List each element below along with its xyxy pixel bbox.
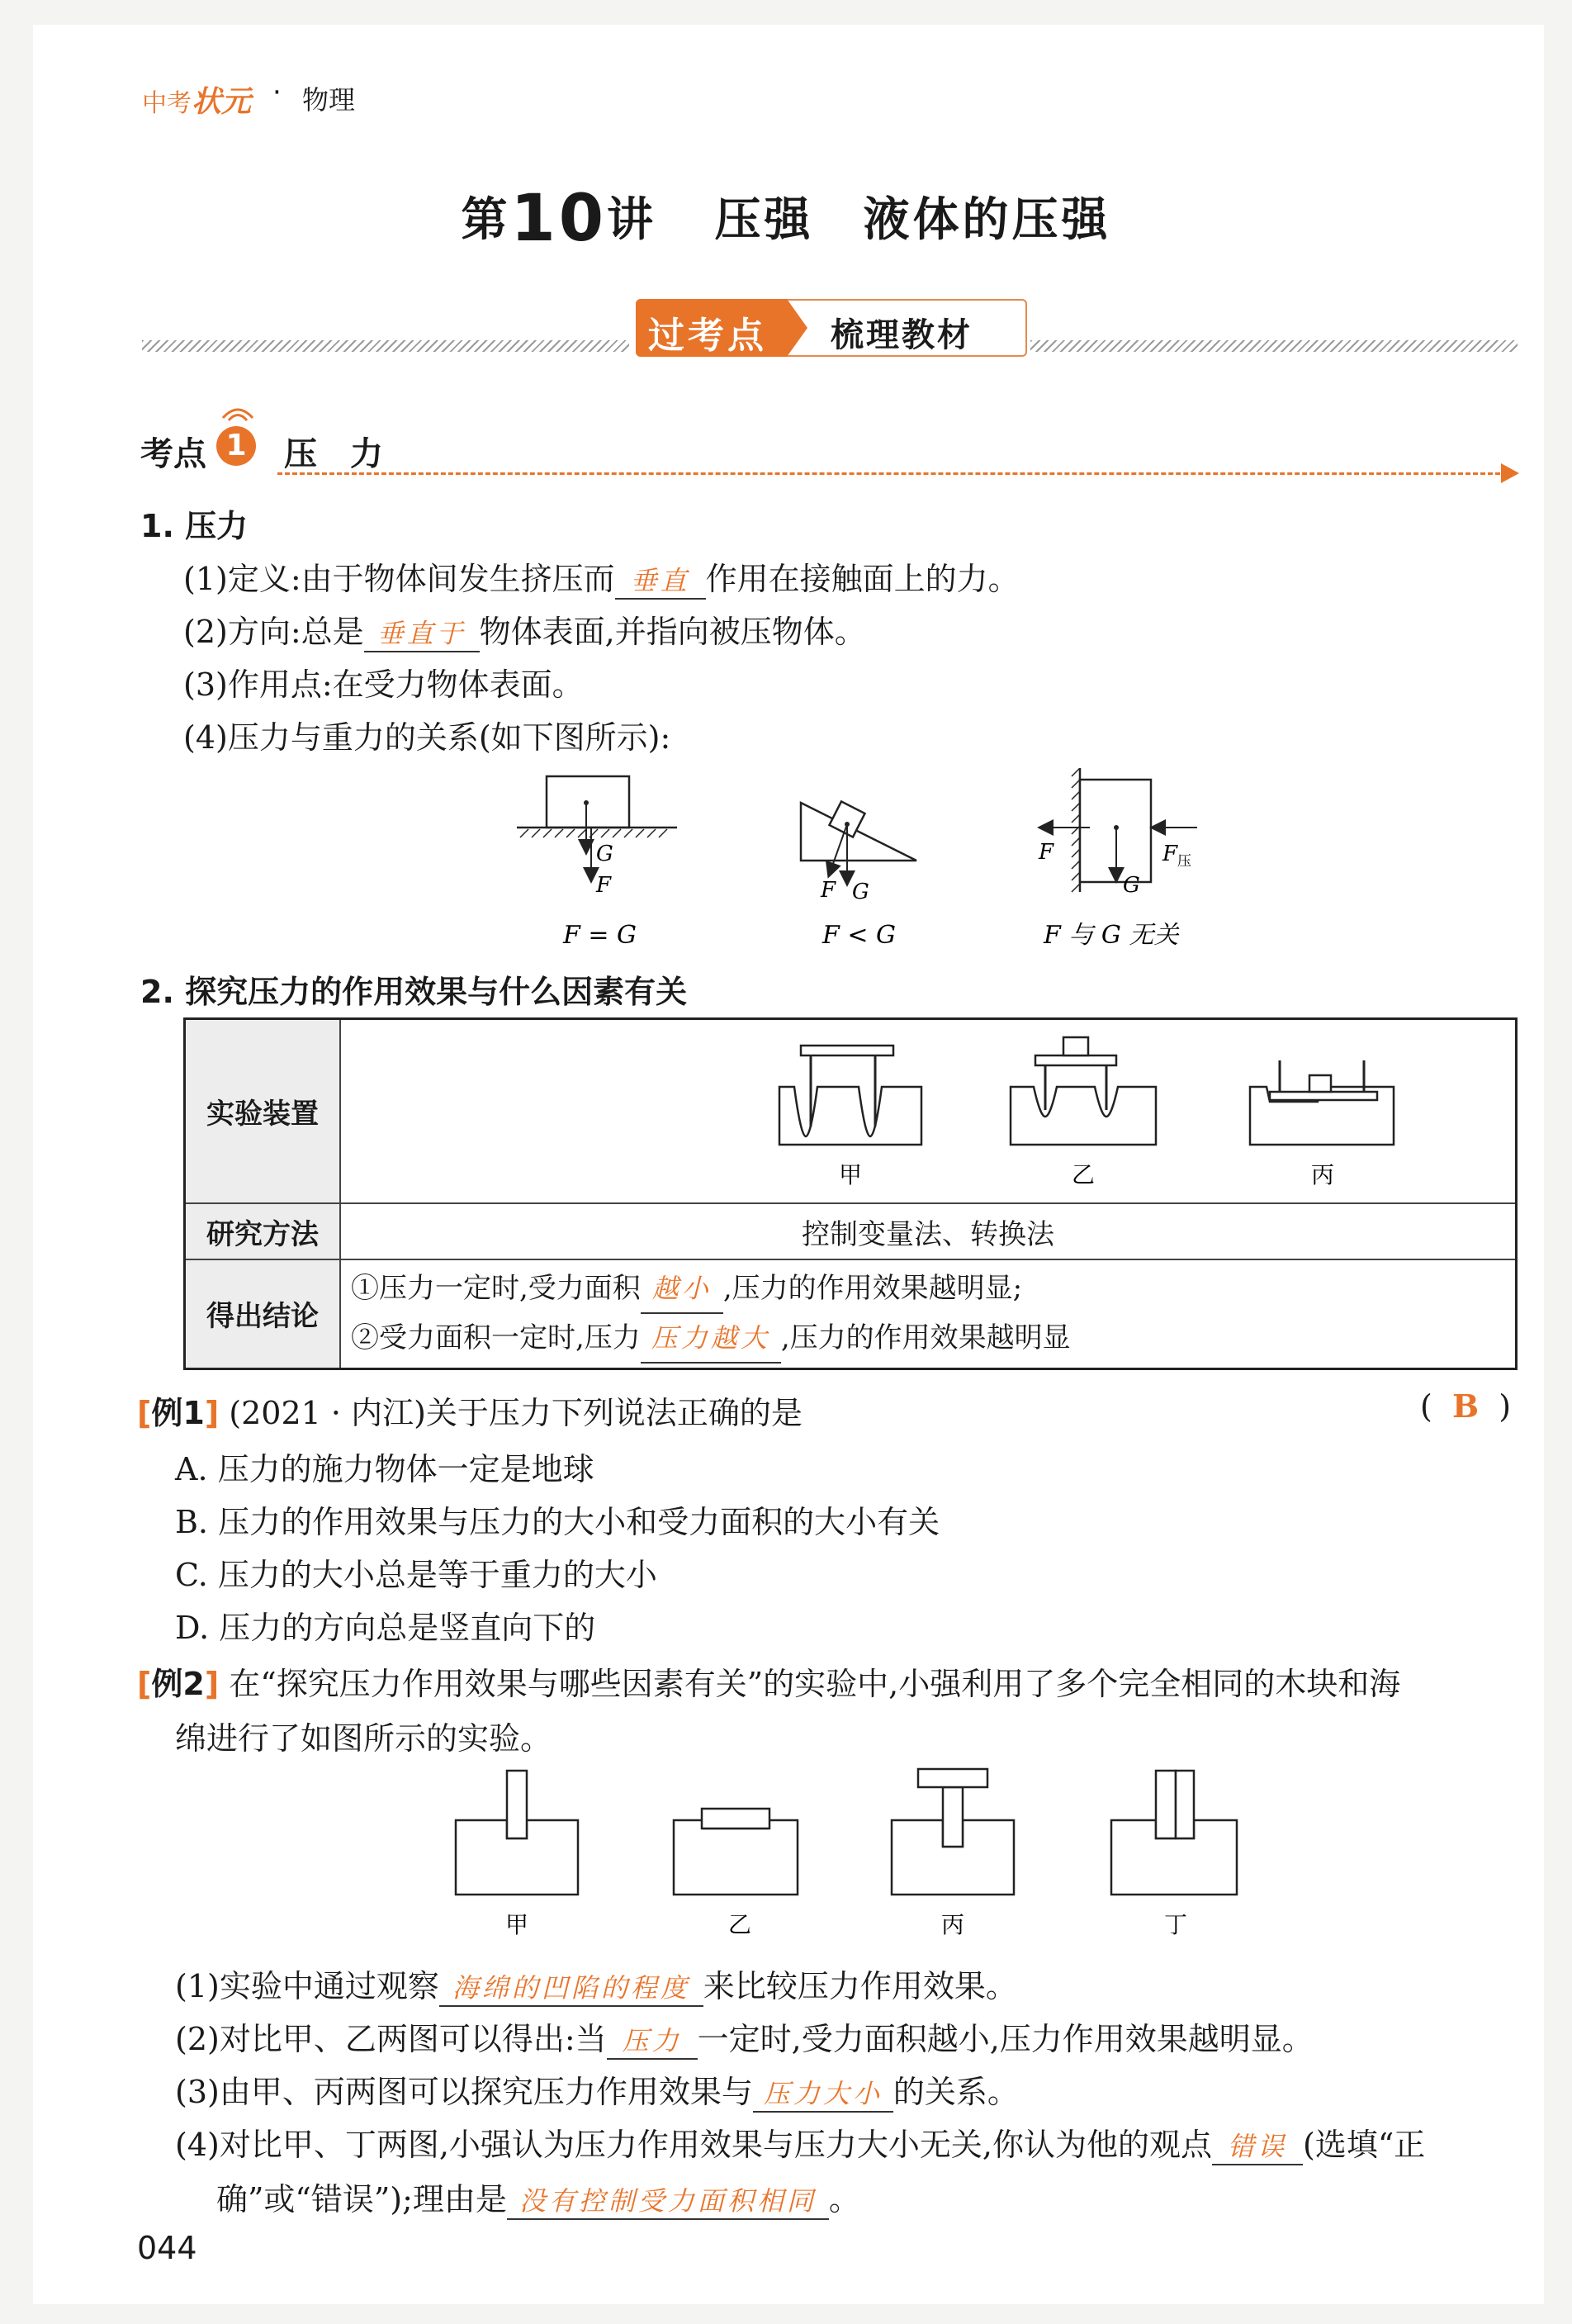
table-head-setup: 实验装置 — [185, 1019, 341, 1204]
svg-text:G: G — [852, 880, 869, 904]
example-tag: [例1] — [137, 1395, 220, 1431]
svg-text:F压: $F_压$ — [1162, 842, 1192, 870]
question-4: (4)对比甲、丁两图,小强认为压力作用效果与压力大小无关,你认为他的观点 错误 (选填“正 — [175, 2119, 1425, 2165]
banner-left-text: 过考点 — [648, 315, 767, 357]
relation-line: (4)压力与重力的关系(如下图所示): — [183, 719, 671, 756]
definition-line: (1)定义:由于物体间发生挤压而 垂直 作用在接触面上的力。 — [183, 553, 1020, 600]
diagram-incline — [801, 801, 916, 950]
example2-stem: [例2] 在“探究压力作用效果与哪些因素有关”的实验中,小强利用了多个完全相同的木块和海 — [137, 1666, 1401, 1702]
signal-icon — [218, 400, 258, 424]
question-2: (2)对比甲、乙两图可以得出:当 压力 一定时,受力面积越小,压力作用效果越明显。 — [175, 2013, 1314, 2060]
example1-stem: [例1] (2021 · 内江)关于压力下列说法正确的是 — [137, 1395, 803, 1431]
setup-jia — [779, 1046, 921, 1188]
sponge-jia — [456, 1771, 578, 1938]
diagram-flat-surface — [517, 776, 677, 950]
svg-text:丙: 丙 — [941, 1911, 965, 1938]
question-4-continued: 确”或“错误”);理由是 没有控制受力面积相同 。 — [216, 2174, 860, 2220]
answer-blank: 压力 — [607, 2020, 698, 2060]
banner-divider-left — [142, 340, 629, 352]
conclusion-2: ②受力面积一定时,压力 压力越大 ,压力的作用效果越明显 — [351, 1314, 1514, 1364]
setup-yi — [1011, 1037, 1156, 1188]
table-cell-setup — [340, 1019, 1517, 1204]
banner-right-text: 梳理教材 — [831, 316, 973, 354]
arrow-right-icon — [1501, 463, 1519, 483]
example2-stem-line2: 绵进行了如图所示的实验。 — [175, 1720, 552, 1757]
table-head-conclusion: 得出结论 — [185, 1259, 341, 1368]
page-title: 第10讲 压强 液体的压强 — [461, 182, 1111, 256]
option-c: C. 压力的大小总是等于重力的大小 — [175, 1557, 657, 1593]
table-cell-method: 控制变量法、转换法 — [340, 1203, 1517, 1259]
svg-text:F 与 G 无关: F 与 G 无关 — [1044, 921, 1179, 950]
svg-text:F < G: F < G — [822, 921, 896, 950]
option-d: D. 压力的方向总是竖直向下的 — [175, 1610, 596, 1646]
answer-blank: 垂直 — [615, 560, 706, 600]
setup-diagrams — [342, 1021, 1514, 1194]
conclusion-1: ①压力一定时,受力面积 越小 ,压力的作用效果越明显; — [351, 1264, 1514, 1314]
direction-line: (2)方向:总是 垂直于 物体表面,并指向被压物体。 — [183, 606, 866, 652]
svg-text:甲: 甲 — [505, 1911, 529, 1938]
kaodian-number-badge: 1 — [216, 426, 256, 466]
svg-text:G: G — [1123, 873, 1140, 898]
answer-blank: 没有控制受力面积相同 — [507, 2180, 829, 2220]
section-heading-explore: 2. 探究压力的作用效果与什么因素有关 — [140, 974, 688, 1010]
answer-blank: 压力越大 — [641, 1314, 781, 1364]
table-head-method: 研究方法 — [185, 1203, 341, 1259]
svg-text:F: F — [596, 873, 612, 898]
answer-bracket: ( B ) — [1420, 1387, 1512, 1425]
setup-bing — [1250, 1060, 1394, 1188]
sponge-bing — [892, 1769, 1014, 1938]
svg-text:甲: 甲 — [839, 1161, 863, 1188]
svg-text:丁: 丁 — [1164, 1911, 1188, 1938]
sponge-ding — [1111, 1771, 1237, 1938]
table-cell-conclusion — [340, 1259, 1517, 1368]
svg-text:G: G — [596, 842, 613, 866]
question-3: (3)由甲、丙两图可以探究压力作用效果与 压力大小 的关系。 — [175, 2066, 1019, 2113]
experiment-table — [183, 1017, 1518, 1370]
brand-logo: 中考状元 — [142, 85, 252, 119]
header-dot: · — [272, 76, 282, 109]
svg-text:F: F — [821, 878, 836, 903]
svg-text:乙: 乙 — [1072, 1161, 1096, 1188]
banner-divider-right — [1030, 340, 1518, 352]
kaodian-label: 考点 — [140, 435, 206, 473]
diagram-wall — [1038, 768, 1197, 950]
answer-blank: 垂直于 — [364, 613, 480, 652]
answer-blank: 海绵的凹陷的程度 — [439, 1967, 703, 2007]
svg-text:乙: 乙 — [728, 1911, 752, 1938]
answer-blank: 越小 — [641, 1264, 723, 1314]
svg-text:丙: 丙 — [1311, 1161, 1335, 1188]
option-a: A. 压力的施力物体一定是地球 — [175, 1451, 594, 1487]
kaodian-title: 压力 — [284, 435, 416, 473]
question-1: (1)实验中通过观察 海绵的凹陷的程度 来比较压力作用效果。 — [175, 1961, 1017, 2007]
section-heading-pressure: 1. 压力 — [140, 508, 249, 544]
subject-label: 物理 — [302, 84, 356, 116]
answer-blank: 压力大小 — [753, 2073, 893, 2113]
option-b: B. 压力的作用效果与压力的大小和受力面积的大小有关 — [175, 1504, 940, 1540]
kaodian-dashed-line — [277, 472, 1508, 475]
svg-text:F: F — [1039, 840, 1054, 865]
page-number: 044 — [137, 2230, 197, 2266]
sponge-experiment-figure — [438, 1759, 1255, 1941]
application-point-line: (3)作用点:在受力物体表面。 — [183, 666, 584, 703]
svg-text:F = G: F = G — [563, 921, 637, 950]
example-tag: [例2] — [137, 1666, 220, 1702]
force-diagrams — [495, 768, 1222, 958]
answer-blank: 错误 — [1212, 2126, 1303, 2165]
sponge-yi — [674, 1809, 798, 1938]
